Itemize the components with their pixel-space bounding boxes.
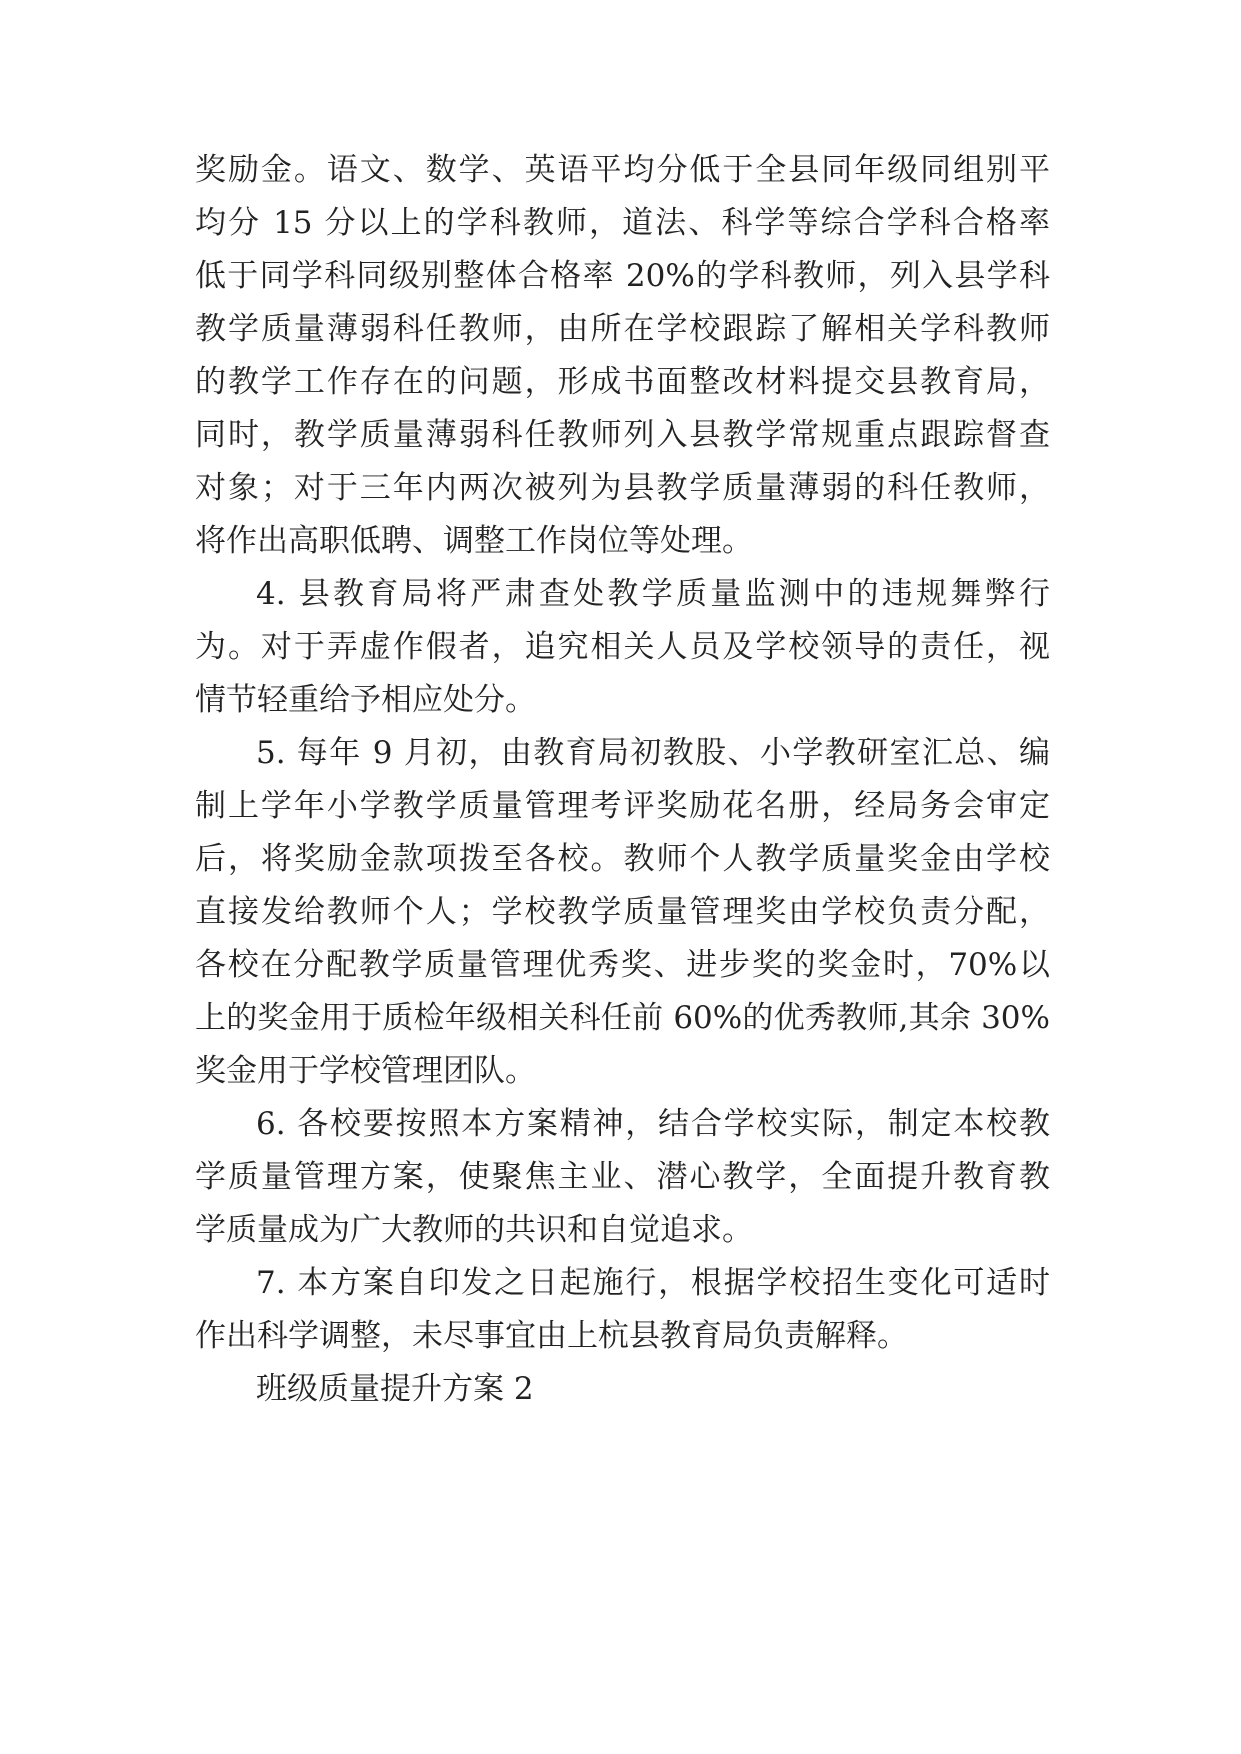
- paragraph-line: 后，将奖励金款项拨至各校。教师个人教学质量奖金由学校: [195, 841, 1050, 877]
- paragraph-line: 4. 县教育局将严肃查处教学质量监测中的违规舞弊行: [256, 576, 1050, 612]
- paragraph-line: 学质量管理方案，使聚焦主业、潜心教学，全面提升教育教: [195, 1159, 1050, 1195]
- paragraph-line: 教学质量薄弱科任教师，由所在学校跟踪了解相关学科教师: [195, 311, 1050, 347]
- paragraph-line: 奖励金。语文、数学、英语平均分低于全县同年级同组别平: [195, 152, 1050, 188]
- paragraph-line: 制上学年小学教学质量管理考评奖励花名册，经局务会审定: [195, 788, 1050, 824]
- paragraph-line: 各校在分配教学质量管理优秀奖、进步奖的奖金时，70%以: [195, 947, 1050, 983]
- paragraph-line: 情节轻重给予相应处分。: [195, 682, 536, 718]
- paragraph-line: 奖金用于学校管理团队。: [195, 1053, 536, 1089]
- paragraph-line: 将作出高职低聘、调整工作岗位等处理。: [195, 523, 753, 559]
- paragraph-line: 均分 15 分以上的学科教师，道法、科学等综合学科合格率: [195, 205, 1050, 241]
- paragraph-line: 6. 各校要按照本方案精神，结合学校实际，制定本校教: [256, 1106, 1050, 1142]
- paragraph-line: 低于同学科同级别整体合格率 20%的学科教师，列入县学科: [195, 258, 1050, 294]
- paragraph-line: 5. 每年 9 月初，由教育局初教股、小学教研室汇总、编: [256, 735, 1050, 771]
- paragraph-line: 对象；对于三年内两次被列为县教学质量薄弱的科任教师，: [195, 470, 1050, 506]
- paragraph-line: 同时，教学质量薄弱科任教师列入县教学常规重点跟踪督查: [195, 417, 1050, 453]
- paragraph-line: 上的奖金用于质检年级相关科任前 60%的优秀教师,其余 30%: [195, 1000, 1050, 1036]
- section-heading: 班级质量提升方案 2: [256, 1371, 534, 1407]
- paragraph-line: 为。对于弄虚作假者，追究相关人员及学校领导的责任，视: [195, 629, 1050, 665]
- paragraph-line: 7. 本方案自印发之日起施行，根据学校招生变化可适时: [256, 1265, 1050, 1301]
- paragraph-line: 学质量成为广大教师的共识和自觉追求。: [195, 1212, 753, 1248]
- paragraph-line: 的教学工作存在的问题，形成书面整改材料提交县教育局，: [195, 364, 1050, 400]
- paragraph-line: 作出科学调整，未尽事宜由上杭县教育局负责解释。: [195, 1318, 908, 1354]
- paragraph-line: 直接发给教师个人；学校教学质量管理奖由学校负责分配，: [195, 894, 1050, 930]
